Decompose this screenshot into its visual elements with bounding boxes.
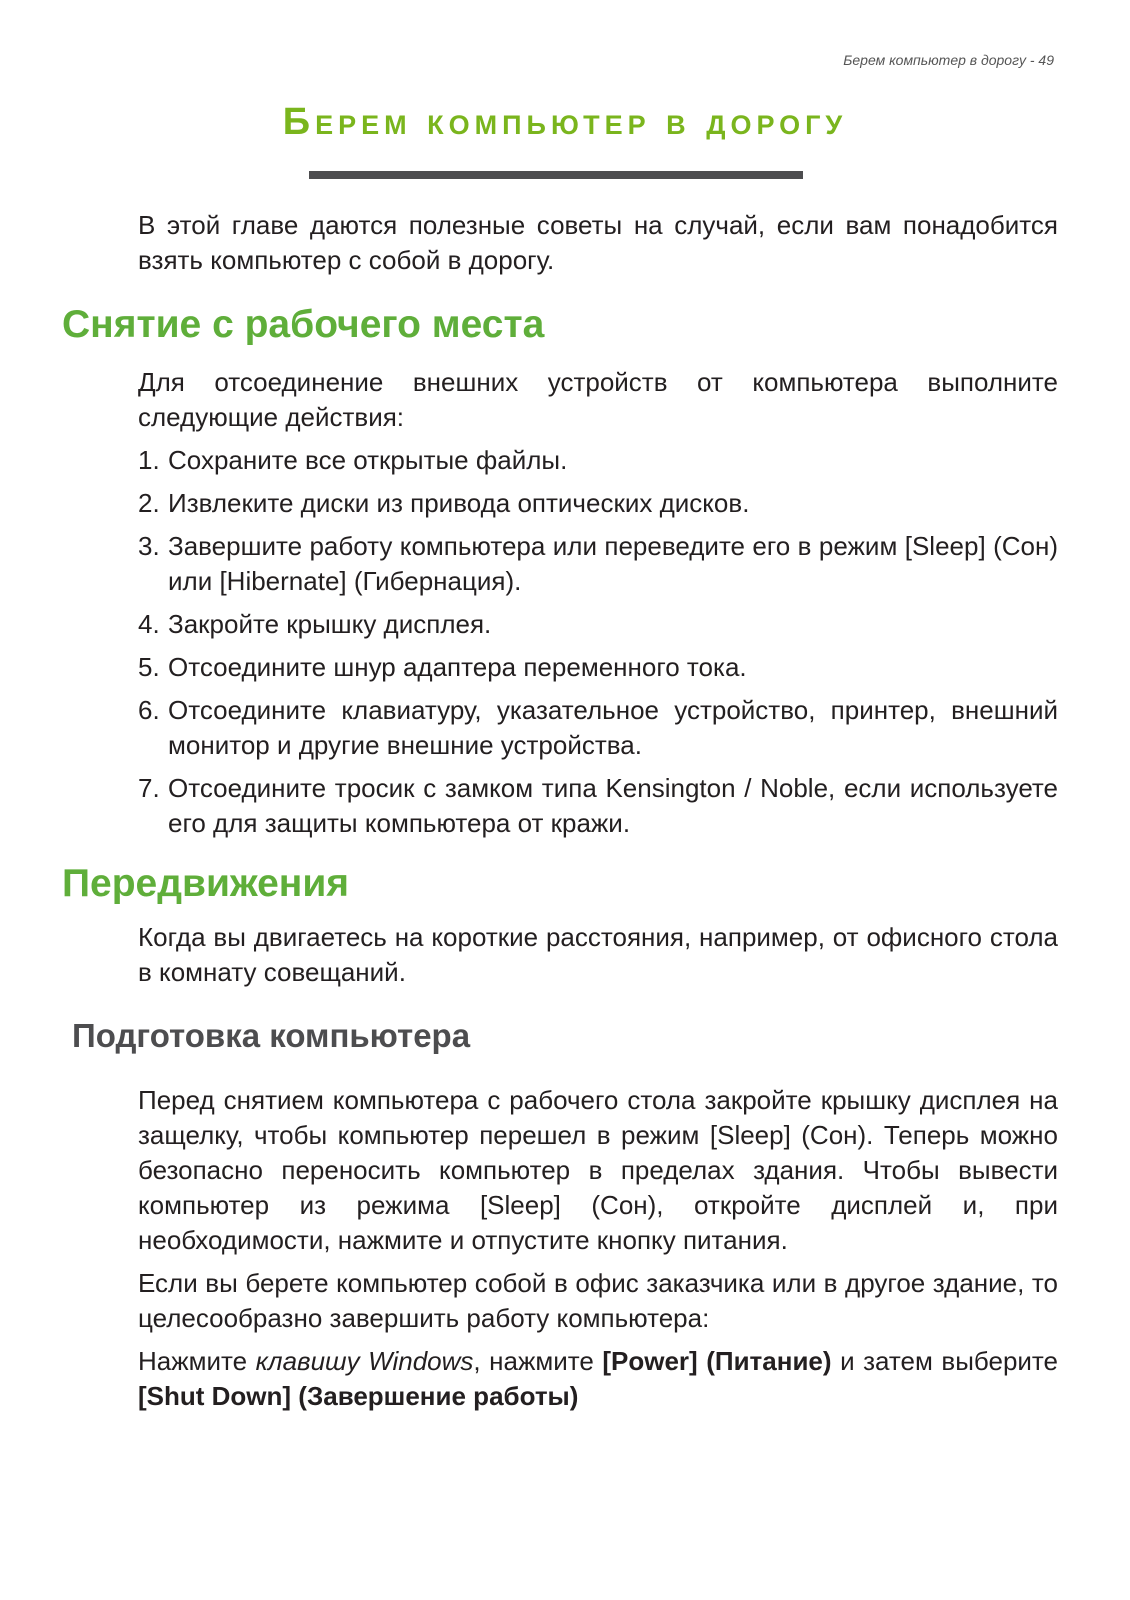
- preparing-paragraph-3: [138, 1344, 1058, 1414]
- step-number: 1.: [138, 444, 160, 475]
- list-item: [138, 486, 1058, 521]
- list-item: [138, 650, 1058, 685]
- subsection-heading-preparing: Подготовка компьютера: [72, 1016, 471, 1054]
- section-intro-moving-around: Когда вы двигаетесь на короткие расстояния, например, от офисного стола в комнату совещаний.: [138, 921, 1058, 987]
- preparing-paragraph-1: Перед снятием компьютера с рабочего стола закройте крышку дисплея на защелку, чтобы компьютер перешел в режим [Sleep] (Сон). Теперь можно безопасно переносить компьютер в пределах здания. Чтобы вывести компьютер из режима [Sleep] (Сон), откройте дисплей и, при необходимости, нажмите и отпустите кнопку питания.: [138, 1085, 1058, 1256]
- section-heading-undocking: Снятие с рабочего места: [62, 303, 545, 346]
- para3-text-2: , нажмите: [473, 1346, 603, 1377]
- step-text: Отсоедините клавиатуру, указательное устройство, принтер, внешний монитор и другие внешние устройства.: [168, 694, 1058, 760]
- windows-key-text: клавишу Windows: [255, 1346, 474, 1377]
- chapter-title: Берем компьютер в дорогу: [282, 101, 848, 143]
- undocking-steps-list: [138, 443, 1058, 841]
- list-item: [138, 529, 1058, 599]
- step-text: Закройте крышку дисплея.: [168, 608, 492, 639]
- preparing-paragraph-2: Если вы берете компьютер собой в офис заказчика или в другое здание, то целесообразно завершить работу компьютера:: [138, 1268, 1058, 1334]
- list-item: [138, 443, 1058, 478]
- list-item: [138, 607, 1058, 642]
- step-text: Сохраните все открытые файлы.: [168, 444, 568, 475]
- chapter-title-rule: [309, 171, 803, 179]
- running-head: Берем компьютер в дорогу - 49: [843, 52, 1054, 68]
- section-heading-moving-around: Передвижения: [62, 861, 350, 905]
- power-command-text: [Power] (Питание): [602, 1346, 832, 1377]
- list-item: [138, 693, 1058, 763]
- shutdown-command-text: [Shut Down] (Завершение работы): [138, 1381, 579, 1412]
- step-number: 4.: [138, 608, 160, 639]
- section-intro-undocking: Для отсоединение внешних устройств от компьютера выполните следующие действия:: [138, 366, 1058, 432]
- step-number: 5.: [138, 651, 160, 682]
- step-text: Отсоедините тросик с замком типа Kensington / Noble, если используете его для защиты компьютера от кражи.: [168, 772, 1058, 838]
- step-number: 3.: [138, 530, 160, 561]
- page-content: [62, 208, 1058, 1422]
- para3-text-3: и затем выберите: [831, 1346, 1058, 1377]
- step-number: 2.: [138, 487, 160, 518]
- step-text: Отсоедините шнур адаптера переменного тока.: [168, 651, 747, 682]
- step-number: 6.: [138, 694, 160, 725]
- para3-text-1: Нажмите: [138, 1346, 256, 1377]
- chapter-intro: В этой главе даются полезные советы на случай, если вам понадобится взять компьютер с собой в дорогу.: [138, 210, 1058, 275]
- step-text: Извлеките диски из привода оптических дисков.: [168, 487, 750, 518]
- list-item: [138, 771, 1058, 841]
- step-number: 7.: [138, 772, 160, 803]
- step-text: Завершите работу компьютера или переведите его в режим [Sleep] (Сон) или [Hibernate] (Гибернация).: [168, 530, 1058, 596]
